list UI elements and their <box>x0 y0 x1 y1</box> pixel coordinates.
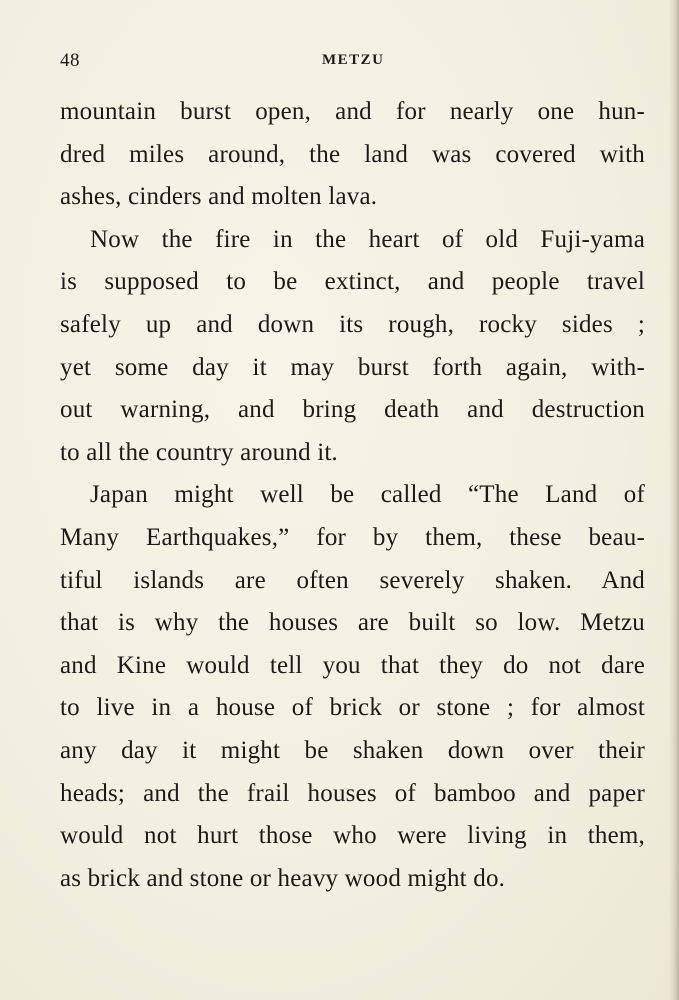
page-header <box>60 50 650 74</box>
text-line: any day it might be shaken down over their <box>60 736 645 764</box>
text-line: mountain burst open, and for nearly one hun- <box>60 98 645 125</box>
text-line: heads; and the frail houses of bamboo and paper <box>60 779 645 807</box>
text-line: as brick and stone or heavy wood might do. <box>60 864 506 892</box>
page-number: 48 <box>60 50 80 71</box>
text-line: dred miles around, the land was covered with <box>60 140 645 168</box>
body-text <box>60 91 645 900</box>
text-line: yet some day it may burst forth again, with- <box>60 353 645 381</box>
text-line: that is why the houses are built so low. Metzu <box>60 609 645 637</box>
text-line: Now the fire in the heart of old Fuji-yama <box>90 225 645 253</box>
running-title: METZU <box>322 52 385 68</box>
text-line: Japan might well be called “The Land of <box>90 481 645 509</box>
text-line: and Kine would tell you that they do not dare <box>60 651 645 679</box>
text-line: Many Earthquakes,” for by them, these beau- <box>60 523 645 551</box>
text-line: ashes, cinders and molten lava. <box>60 183 378 211</box>
text-line: to all the country around it. <box>60 438 338 466</box>
page-edge-shadow <box>669 0 679 1000</box>
text-line: to live in a house of brick or stone ; for almost <box>60 694 645 722</box>
text-line: safely up and down its rough, rocky sides ; <box>60 310 645 338</box>
text-line: would not hurt those who were living in them, <box>60 822 645 850</box>
text-line: is supposed to be extinct, and people travel <box>60 268 645 296</box>
text-line: out warning, and bring death and destruction <box>60 396 645 424</box>
text-line: tiful islands are often severely shaken. And <box>60 566 645 594</box>
